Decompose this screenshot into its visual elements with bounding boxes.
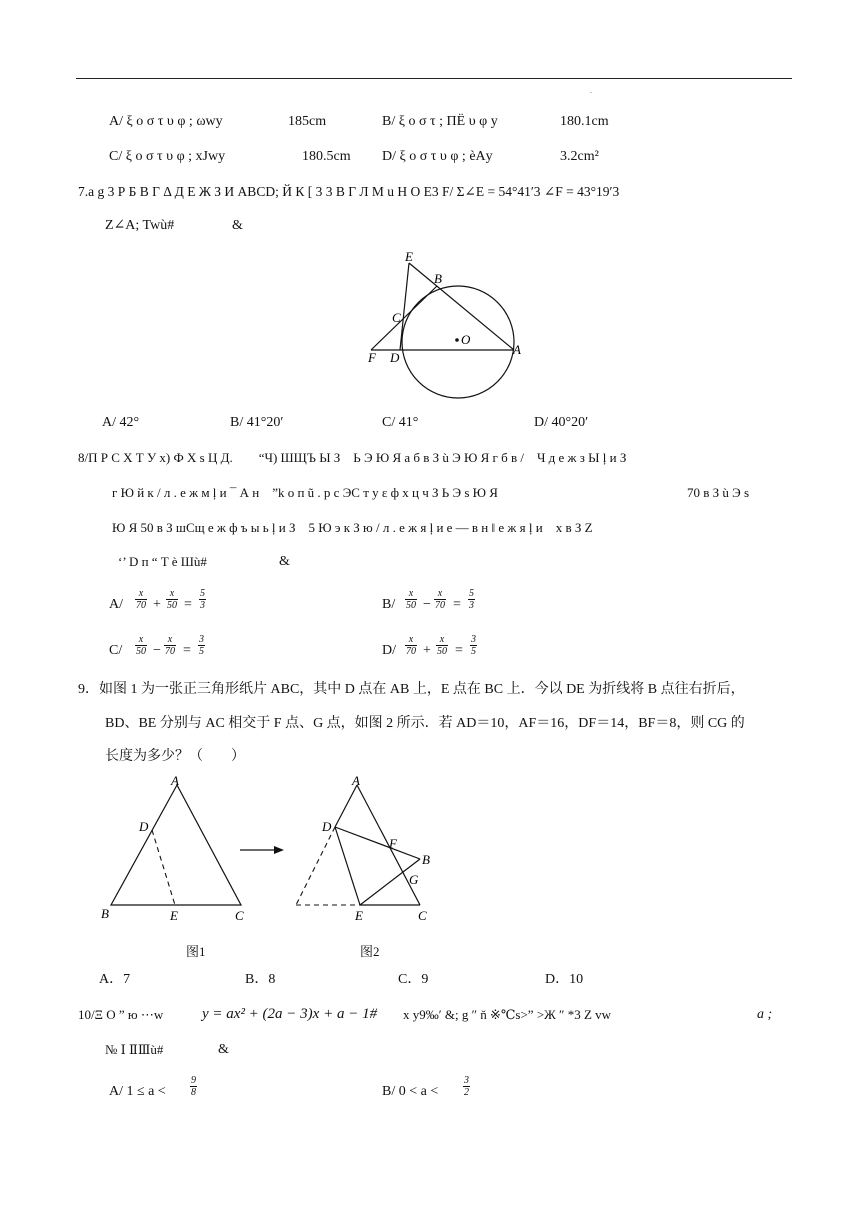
label-e: E [170, 908, 178, 923]
q8-d-frac3: $\frac{3}{5}$ [471, 634, 476, 657]
q9-stem-line2: BD、BE 分别与 AC 相交于 F 点、G 点，如图 2 所示．若 AD＝10，AF＝16，DF＝14，BF＝8，则 CG 的 [105, 716, 745, 731]
minus-sign: − [423, 597, 431, 612]
q8-b-frac2: $\frac{x}{70}$ [435, 588, 445, 611]
label-c: C [235, 908, 244, 923]
q10-answer-paren: & [218, 1042, 229, 1057]
header-rule [76, 78, 792, 79]
folded-db [335, 827, 420, 859]
q8-option-c-label: C/ [109, 643, 123, 658]
q7-stem-line1: 7.a g 3 Р Б В Г Δ Д Е Ж З И ABCD; Й К [ 3 3 В Г Л М u Н О E3 F/ Σ∠E = 54°41′3 ∠F = 43°19′3 [78, 184, 620, 199]
label-e: E [405, 249, 413, 264]
q8-d-frac1: $\frac{x}{70}$ [406, 634, 416, 657]
center-point-o [455, 338, 459, 342]
label-d: D [322, 819, 332, 834]
q10-stem-prefix: 10/Ξ О ” ю ⋯w [78, 1007, 164, 1022]
q9-option-a: A．7 [99, 972, 131, 987]
original-db-dashed [296, 827, 335, 905]
q7-stem-line2: Z∠A; Twù# [105, 218, 175, 233]
label-d: D [390, 350, 400, 365]
label-o: O [461, 332, 471, 347]
label-b: B [434, 271, 442, 286]
label-a: A [352, 773, 360, 788]
line-f-b [371, 286, 437, 350]
q8-a-frac2: $\frac{x}{50}$ [167, 588, 177, 611]
side-ad [335, 785, 357, 827]
q10-stem-variable: a ; [757, 1007, 773, 1022]
label-g: G [409, 872, 419, 887]
q8-b-frac1: $\frac{x}{50}$ [406, 588, 416, 611]
q8-stem-line1: 8/П Р С Х Т У x) Ф Х s Ц Д. “Ч) ШЩЪ Ы З Ь Э Ю Я а б в З ù Э Ю Я г б в / Ч д е ж з Ы ļ и З [78, 450, 627, 465]
q8-a-frac3: $\frac{5}{3}$ [200, 588, 205, 611]
equals-sign: = [184, 597, 192, 612]
figure-1-caption: 图1 [186, 944, 206, 959]
circle-o [402, 286, 514, 398]
q9-figure-1 [96, 772, 256, 932]
label-f: F [368, 350, 376, 365]
q6-option-c-value: 180.5cm [302, 149, 351, 164]
q8-stem-line3: Ю Я 50 в З шСщ е ж ф ъ ы ь ļ и З 5 Ю э к З ю / л . е ж я ļ и е — в н ‖ е ж я ļ и x в З Z [112, 520, 593, 535]
q9-stem-line3: 长度为多少？（ ） [105, 749, 245, 764]
q7-option-a: A/ 42° [102, 415, 140, 430]
q7-circle-figure [362, 246, 532, 410]
q10-stem-line2: № Ⅰ ⅡⅢù# [105, 1042, 164, 1057]
label-c: C [418, 908, 427, 923]
plus-sign: + [423, 643, 431, 658]
q7-option-d: D/ 40°20′ [534, 415, 589, 430]
q8-stem-line4: ‘’ D п “ T è Шù# [118, 554, 207, 569]
q6-option-b-value: 180.1cm [560, 114, 609, 129]
q10-option-a-fraction: $\frac{9}{8}$ [191, 1075, 196, 1098]
q8-option-a-label: A/ [109, 597, 123, 612]
fold-de [335, 827, 360, 905]
q8-a-frac1: $\frac{x}{70}$ [136, 588, 146, 611]
q9-option-d: D．10 [545, 972, 584, 987]
figure-2-caption: 图2 [360, 944, 380, 959]
q8-stem-line2: г Ю й к / л . е ж м ļ и ¯ А н ”k о п ũ . р с ЭС т у ε ф х ц ч З Ь Э s Ю Я [112, 485, 498, 500]
q8-option-d-label: D/ [382, 643, 396, 658]
equals-sign: = [455, 643, 463, 658]
q8-c-frac1: $\frac{x}{50}$ [136, 634, 146, 657]
fold-line-de [152, 830, 175, 905]
q6-option-a-value: 185cm [288, 114, 327, 129]
q6-option-b-label: B/ ξ ο σ τ ; ΠЁ υ φ y [382, 114, 498, 129]
label-b: B [101, 906, 109, 921]
q6-option-d-label: D/ ξ ο σ τ υ φ ; èΑy [382, 149, 493, 164]
triangle-abc [111, 785, 241, 905]
label-e: E [355, 908, 363, 923]
q8-b-frac3: $\frac{5}{3}$ [469, 588, 474, 611]
q9-option-b: B．8 [245, 972, 276, 987]
q6-option-a-label: A/ ξ ο σ τ υ φ ; ωwy [109, 114, 223, 129]
q10-stem-rest: x y9‰′ &; g ″ ň ※℃s>” >Ж ″ *3 Z vw [403, 1007, 612, 1022]
label-c: C [392, 310, 401, 325]
q9-stem-line1: 9．如图 1 为一张正三角形纸片 ABC，其中 D 点在 AB 上，E 点在 BC 上．今以 DE 为折线将 B 点往右折后， [78, 682, 745, 697]
q6-option-d-value: 3.2cm² [560, 149, 599, 164]
q10-option-a-label: A/ 1 ≤ a < [109, 1084, 166, 1099]
q8-c-frac3: $\frac{3}{5}$ [199, 634, 204, 657]
q7-answer-paren: & [232, 218, 243, 233]
line-e-d [400, 263, 409, 350]
label-d: D [139, 819, 149, 834]
q10-equation: y = ax² + (2a − 3)x + a − 1# [202, 1006, 378, 1022]
label-f: F [389, 836, 397, 851]
q8-c-frac2: $\frac{x}{70}$ [165, 634, 175, 657]
q8-answer-paren: & [279, 554, 290, 569]
label-a: A [171, 773, 179, 788]
q6-option-c-label: C/ ξ ο σ τ υ φ ; xJwy [109, 149, 226, 164]
label-b: B [422, 852, 430, 867]
header-dot: . [590, 86, 592, 95]
q10-option-b-label: B/ 0 < a < [382, 1084, 439, 1099]
q8-option-b-label: B/ [382, 597, 396, 612]
equals-sign: = [183, 643, 191, 658]
q7-option-b: B/ 41°20′ [230, 415, 284, 430]
plus-sign: + [153, 597, 161, 612]
minus-sign: − [153, 643, 161, 658]
q9-figure-2 [290, 772, 440, 932]
arrow-icon [238, 843, 286, 857]
q8-d-frac2: $\frac{x}{50}$ [437, 634, 447, 657]
label-a: A [513, 342, 521, 357]
q8-stem-line2-number: 70 в З ù Э s [687, 485, 750, 500]
q9-option-c: C．9 [398, 972, 429, 987]
q10-option-b-fraction: $\frac{3}{2}$ [464, 1075, 469, 1098]
q7-option-c: C/ 41° [382, 415, 419, 430]
equals-sign: = [453, 597, 461, 612]
